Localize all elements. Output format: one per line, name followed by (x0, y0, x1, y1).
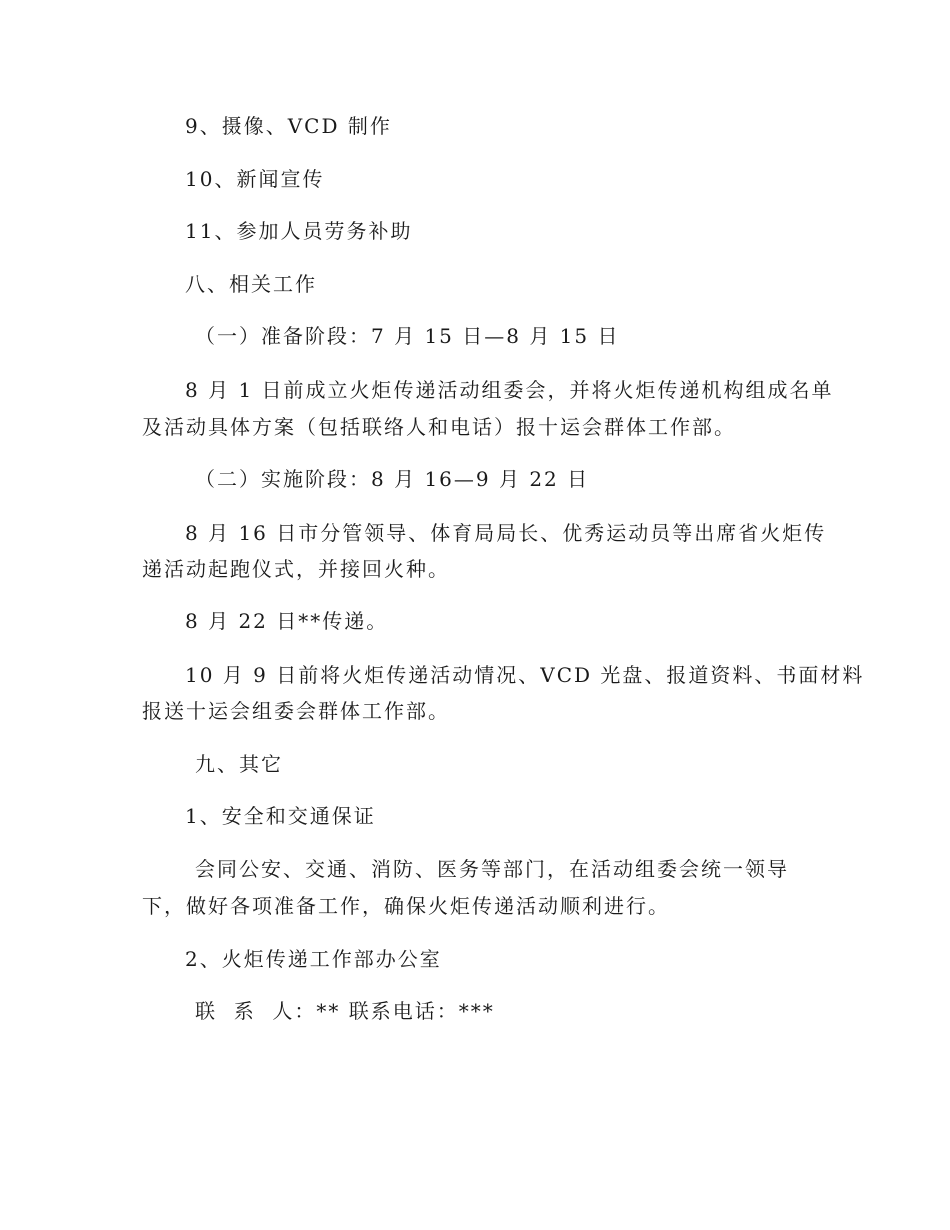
safety-paragraph-line-1: 会同公安、交通、消防、医务等部门，在活动组委会统一领导 (195, 857, 789, 881)
report-paragraph-line-2: 报送十运会组委会群体工作部。 (142, 699, 450, 723)
relay-date-line: 8 月 22 日**传递。 (185, 609, 389, 633)
section-8-heading: 八、相关工作 (185, 272, 317, 296)
contact-line: 联 系 人：** 联系电话：*** (195, 999, 495, 1023)
safety-paragraph-line-2: 下，做好各项准备工作，确保火炬传递活动顺利进行。 (142, 894, 670, 918)
phase-2-paragraph-line-2: 递活动起跑仪式，并接回火种。 (142, 557, 450, 581)
item-2-office: 2、火炬传递工作部办公室 (185, 947, 442, 971)
phase-2-heading: （二）实施阶段：8 月 16—9 月 22 日 (195, 467, 590, 491)
item-1-safety-traffic: 1、安全和交通保证 (185, 804, 376, 828)
item-9-video-production: 9、摄像、VCD 制作 (185, 114, 392, 138)
item-10-news-publicity: 10、新闻宣传 (185, 167, 325, 191)
report-paragraph-line-1: 10 月 9 日前将火炬传递活动情况、VCD 光盘、报道资料、书面材料 (185, 663, 865, 687)
phase-1-paragraph-line-2: 及活动具体方案（包括联络人和电话）报十运会群体工作部。 (142, 415, 736, 439)
item-11-labor-subsidy: 11、参加人员劳务补助 (185, 219, 413, 243)
phase-1-paragraph-line-1: 8 月 1 日前成立火炬传递活动组委会，并将火炬传递机构组成名单 (185, 378, 834, 402)
section-9-heading: 九、其它 (195, 752, 283, 776)
phase-1-heading: （一）准备阶段：7 月 15 日—8 月 15 日 (195, 324, 620, 348)
phase-2-paragraph-line-1: 8 月 16 日市分管领导、体育局局长、优秀运动员等出席省火炬传 (185, 521, 827, 545)
